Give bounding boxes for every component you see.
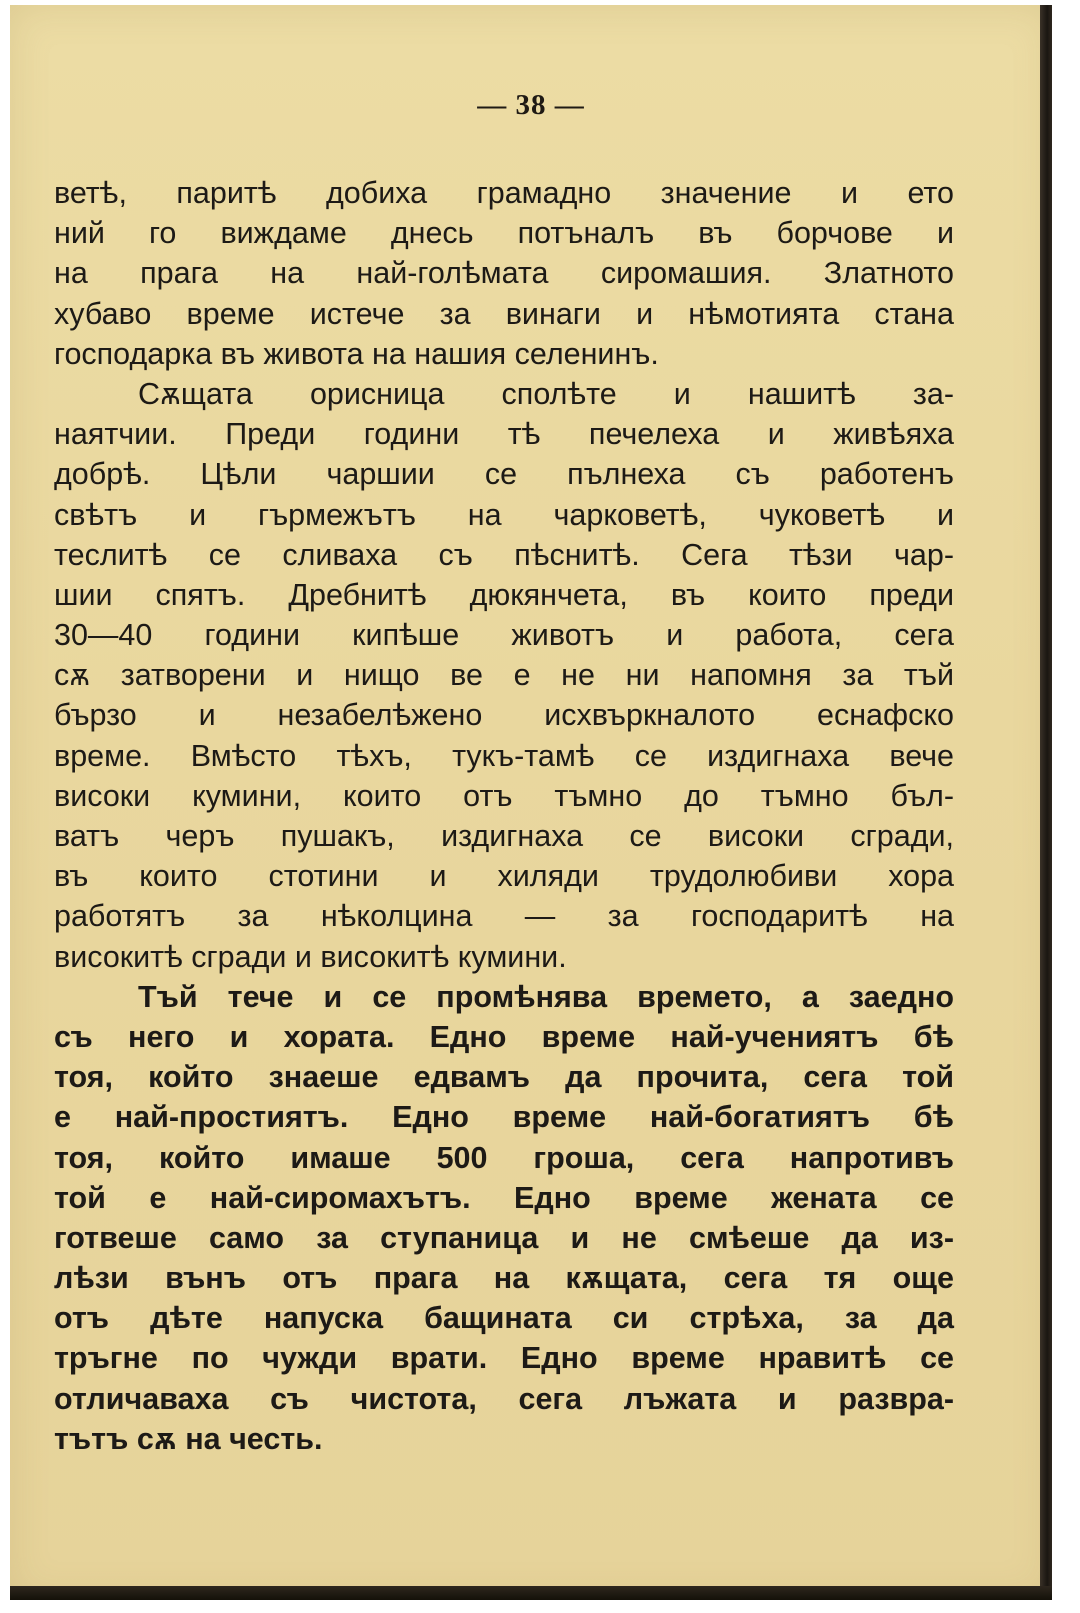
page-number: — 38 — <box>477 89 585 121</box>
text-line: работятъ за нѣколцина — за господаритѣ на <box>54 899 954 934</box>
text-line: сѫ затворени и нищо ве е не ни напомня за тъй <box>54 658 954 693</box>
paragraph <box>54 173 954 374</box>
text-line: Сѫщата орисница сполѣте и нашитѣ за- <box>138 376 954 411</box>
text-line: е най-простиятъ. Едно време най-богатиятъ бѣ <box>54 1100 954 1135</box>
text-line: господарка въ живота на нашия селенинъ. <box>54 336 659 371</box>
text-line: тътъ сѫ на честь. <box>54 1421 323 1456</box>
text-line: на прага на най-голѣмата сиромашия. Златното <box>54 256 954 291</box>
text-line: добрѣ. Цѣли чаршии се пълнеха съ работенъ <box>54 457 954 492</box>
text-line: хубаво време истече за винаги и нѣмотията стана <box>54 296 954 331</box>
text-line: отъ дѣте напуска бащината си стрѣха, за да <box>54 1301 954 1336</box>
book-page <box>10 5 1052 1600</box>
text-line: ний го виждаме днесь потъналъ въ борчове и <box>54 216 954 251</box>
text-line: тръгне по чужди врати. Едно време нравитѣ се <box>54 1341 954 1376</box>
text-line: високи кумини, които отъ тъмно до тъмно бъл- <box>54 778 954 813</box>
page-edge-right <box>1040 5 1052 1600</box>
text-line: ветѣ, паритѣ добиха грамадно значение и ето <box>54 176 954 210</box>
text-line: въ които стотини и хиляди трудолюбиви хора <box>54 859 954 894</box>
page-edge-bottom <box>10 1586 1052 1600</box>
text-line: тоя, който знаеше едвамъ да прочита, сега той <box>54 1060 954 1095</box>
paragraph <box>54 374 954 977</box>
text-line: наятчии. Преди години тѣ печелеха и живѣяха <box>54 417 954 452</box>
text-line: бързо и незабелѣжено исхвъркналото еснафско <box>54 698 954 733</box>
text-line: ватъ черъ пушакъ, издигнаха се високи сгради, <box>54 819 954 853</box>
text-line: Тъй тече и се промѣнява времето, а заедно <box>138 979 954 1014</box>
text-line: шии спятъ. Дребнитѣ дюкянчета, въ които преди <box>54 577 954 612</box>
text-line: отличаваха съ чистота, сега лъжата и развра- <box>54 1381 954 1416</box>
text-line: теслитѣ се сливаха съ пѣснитѣ. Сега тѣзи чар- <box>54 537 954 572</box>
paragraph <box>54 977 954 1459</box>
text-line: той е най-сиромахътъ. Едно време жената се <box>54 1180 954 1215</box>
text-line: 30—40 години кипѣше животъ и работа, сега <box>54 618 954 653</box>
text-line: време. Вмѣсто тѣхъ, тукъ-тамѣ се издигнаха вече <box>54 738 954 773</box>
text-line: готвеше само за ступаница и не смѣеше да из- <box>54 1220 954 1255</box>
text-line: тоя, който имаше 500 гроша, сега напротивъ <box>54 1140 954 1175</box>
text-line: високитѣ сгради и високитѣ кумини. <box>54 939 567 974</box>
page-text <box>54 173 954 1459</box>
text-line: свѣтъ и гърмежътъ на чарковетѣ, чуковетѣ и <box>54 497 954 532</box>
text-line: лѣзи вънъ отъ прага на кѫщата, сега тя още <box>54 1261 954 1296</box>
text-line: съ него и хората. Едно време най-учениятъ бѣ <box>54 1019 954 1054</box>
